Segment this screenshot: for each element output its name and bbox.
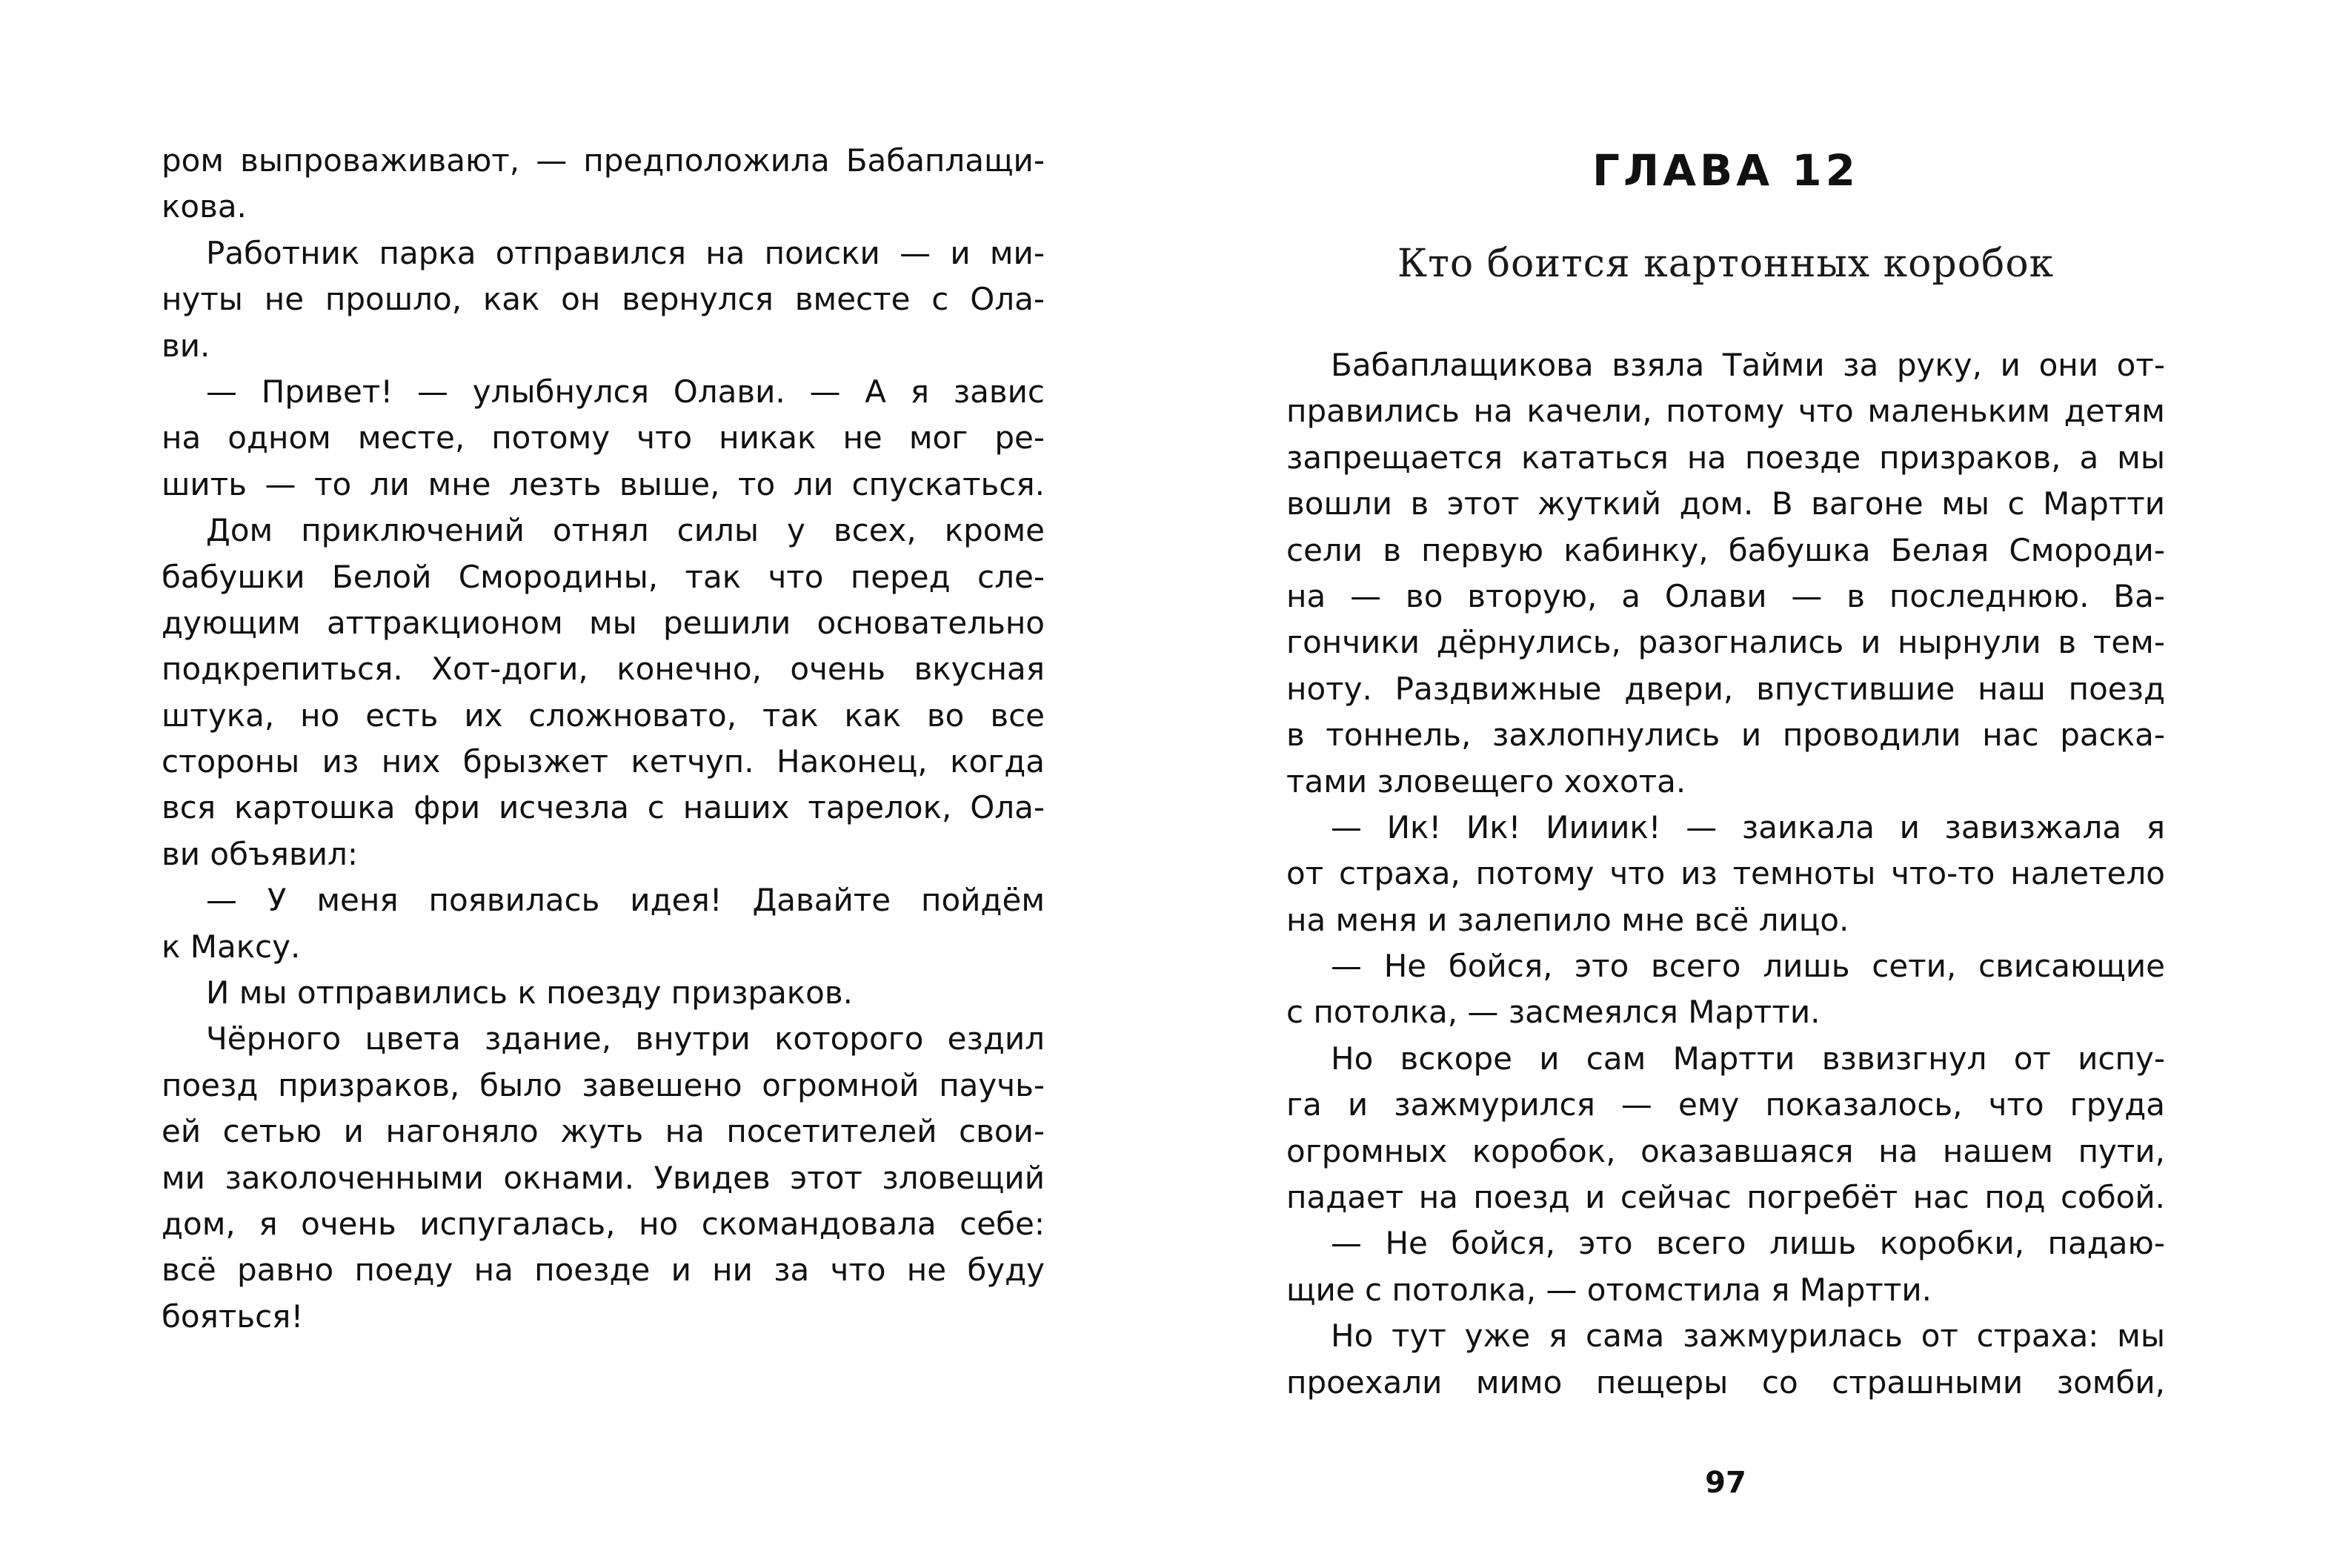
text-line: стороны из них брызжет кетчуп. Наконец, когда <box>162 743 1045 780</box>
text-line: штука, но есть их сложновато, так как во все <box>162 697 1045 734</box>
text-line: на одном месте, потому что никак не мог ре- <box>162 419 1045 456</box>
text-line: дующим аттракционом мы решили основательно <box>162 604 1045 641</box>
text-line: ви объявил: <box>162 835 358 872</box>
text-line: тами зловещего хохота. <box>1286 763 1686 800</box>
text-line: вошли в этот жуткий дом. В вагоне мы с Мартти <box>1286 485 2165 522</box>
text-line: всё равно поеду на поезде и ни за что не буду <box>162 1252 1045 1289</box>
text-line: с потолка, — засмеялся Мартти. <box>1286 994 1821 1031</box>
text-line: запрещается кататься на поезде призраков, а мы <box>1286 439 2165 476</box>
text-line: — Привет! — улыбнулся Олави. — А я завис <box>206 373 1045 410</box>
text-line: ми заколоченными окнами. Увидев этот зловещий <box>162 1159 1045 1196</box>
text-line: — Ик! Ик! Иииик! — заикала и завизжала я <box>1331 808 2165 846</box>
text-line: Бабаплащикова взяла Тайми за руку, и они от- <box>1331 347 2165 383</box>
text-line: Чёрного цвета здание, внутри которого ездил <box>206 1020 1045 1057</box>
text-line: сели в первую кабинку, бабушка Белая Смороди- <box>1286 531 2165 568</box>
text-line: щие с потолка, — отомстила я Мартти. <box>1286 1271 1932 1308</box>
text-line: в тоннель, захлопнулись и проводили нас раска- <box>1286 717 2165 754</box>
right-page-text <box>1286 342 2165 1406</box>
text-line: ноту. Раздвижные двери, впустившие наш поезд <box>1286 670 2165 707</box>
text-line: к Максу. <box>162 928 301 965</box>
text-line: бабушки Белой Смородины, так что перед сле- <box>162 558 1045 595</box>
text-line: гончики дёрнулись, разогнались и нырнули в тем- <box>1286 624 2165 661</box>
text-line: ви. <box>162 327 210 364</box>
text-line: падает на поезд и сейчас погребёт нас под собой. <box>1286 1179 2165 1216</box>
chapter-number: ГЛАВА 12 <box>1592 145 1860 196</box>
text-line: кова. <box>162 188 247 225</box>
text-line: га и зажмурился — ему показалось, что груда <box>1286 1086 2165 1123</box>
text-line: Дом приключений отнял силы у всех, кроме <box>206 512 1045 549</box>
text-line: шить — то ли мне лезть выше, то ли спускаться. <box>162 465 1045 502</box>
page-number: 97 <box>1705 1466 1746 1500</box>
text-line: поезд призраков, было завешено огромной паучь- <box>162 1066 1045 1103</box>
text-line: подкрепиться. Хот-доги, конечно, очень вкусная <box>162 651 1045 688</box>
text-line: — Не бойся, это всего лишь сети, свисающие <box>1331 948 2165 985</box>
chapter-title: Кто боится картонных коробок <box>1397 242 2055 286</box>
text-line: бояться! <box>162 1298 304 1335</box>
text-line: огромных коробок, оказавшаяся на нашем пути, <box>1286 1132 2165 1169</box>
text-line: — У меня появилась идея! Давайте пойдём <box>206 882 1045 919</box>
text-line: от страха, потому что из темноты что-то налетело <box>1286 855 2165 892</box>
text-line: на меня и залепило мне всё лицо. <box>1286 901 1849 938</box>
text-line: вся картошка фри исчезла с наших тарелок, Ола- <box>162 789 1045 826</box>
text-line: Работник парка отправился на поиски — и ми- <box>206 234 1045 271</box>
text-line: дом, я очень испугалась, но скомандовала себе: <box>162 1205 1045 1242</box>
text-line: И мы отправились к поезду призраков. <box>206 974 853 1011</box>
text-line: нуты не прошло, как он вернулся вместе с Ола- <box>162 281 1045 318</box>
left-page-text <box>162 138 1045 1340</box>
text-line: Но вскоре и сам Мартти взвизгнул от испу- <box>1331 1040 2165 1077</box>
text-line: проехали мимо пещеры со страшными зомби, <box>1286 1363 2165 1401</box>
text-line: на — во вторую, а Олави — в последнюю. Ва- <box>1286 577 2165 614</box>
text-line: Но тут уже я сама зажмурилась от страха: мы <box>1331 1318 2165 1355</box>
text-line: правились на качели, потому что маленьким детям <box>1286 393 2165 430</box>
text-line: ром выпроваживают, — предположила Бабаплащи- <box>162 142 1045 179</box>
text-line: — Не бойся, это всего лишь коробки, падаю- <box>1331 1225 2165 1262</box>
text-line: ей сетью и нагоняло жуть на посетителей свои- <box>162 1113 1045 1150</box>
